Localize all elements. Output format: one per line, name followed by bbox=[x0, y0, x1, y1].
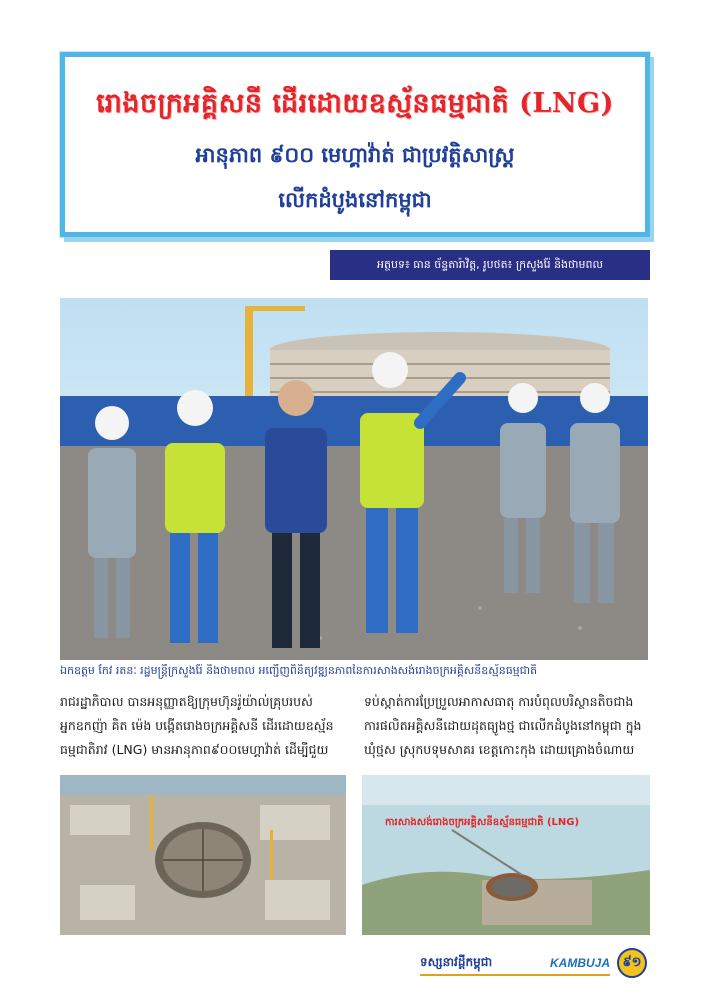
headline-line-3: លើកដំបូងនៅកម្ពុជា bbox=[278, 187, 432, 212]
body-line: រាជរដ្ឋាភិបាល បានអនុញ្ញាតឱ្យក្រុមហ៊ុនរ៉ូយ៉ាល់គ្រុបរបស់ bbox=[60, 694, 313, 709]
aerial-photo-construction bbox=[60, 775, 346, 935]
headline-line-1: រោងចក្រអគ្គិសនី ដើរដោយឧស្ម័នធម្មជាតិ (LNG) bbox=[96, 88, 614, 119]
body-line: ទប់ស្កាត់ការប្រែប្រួលអាកាសធាតុ ការបំពុលបរិស្ថានតិចជាង bbox=[364, 694, 634, 709]
main-photo-caption: ឯកឧត្តម កែវ រតនៈ រដ្ឋមន្ត្រីក្រសួងរ៉ែ និងថាមពល អញ្ជើញពិនិត្យវឌ្ឍនភាពនៃការសាងសង់រោងចក្រអគ្គិសនីឧស្ម័នធម្មជាតិ bbox=[60, 664, 538, 677]
page-number-badge: ៩១ bbox=[617, 948, 647, 978]
body-line: អ្នកឧកញ៉ា គិត ម៉េង បង្កើតរោងចក្រអគ្គិសនី ដើរដោយឧស្ម័ន bbox=[60, 718, 334, 733]
aerial-photo-caption: ការសាងសង់រោងចក្រអគ្គិសនីឧស្ម័នធម្មជាតិ (LNG) bbox=[385, 817, 580, 828]
headline-line-2: អានុភាព ៩០០ មេហ្គាវ៉ាត់ ជាប្រវត្តិសាស្ត្រ bbox=[195, 142, 515, 167]
body-line: ឃុំថ្មស ស្រុកបទុមសាគរ ខេត្តកោះកុង ដោយគ្រោងចំណាយ bbox=[364, 742, 635, 757]
aerial-photo-coast bbox=[362, 775, 650, 935]
magazine-brand: KAMBUJA bbox=[550, 956, 610, 970]
headline-box bbox=[60, 52, 650, 237]
page-footer bbox=[420, 950, 650, 976]
footer-rule bbox=[420, 974, 610, 976]
byline-bar: អត្ថបទ៖ ធាន ច័ន្ទតារ៉ាវិត្ត, រូបថត៖ ក្រសួងរ៉ែ និងថាមពល bbox=[330, 250, 650, 280]
magazine-name: ទស្សនាវដ្ដីកម្ពុជា bbox=[420, 955, 493, 969]
body-line: ធម្មជាតិរាវ (LNG) មានអានុភាព៩០០មេហ្គាវ៉ាត់ ដើម្បីជួយ bbox=[60, 742, 329, 757]
main-photo bbox=[60, 298, 648, 660]
body-column-left bbox=[60, 690, 342, 762]
body-column-right bbox=[364, 690, 646, 762]
body-line: ការផលិតអគ្គិសនីដោយដុតធ្យូងថ្ម ជាលើកដំបូងនៅកម្ពុជា ក្នុង bbox=[364, 718, 642, 733]
